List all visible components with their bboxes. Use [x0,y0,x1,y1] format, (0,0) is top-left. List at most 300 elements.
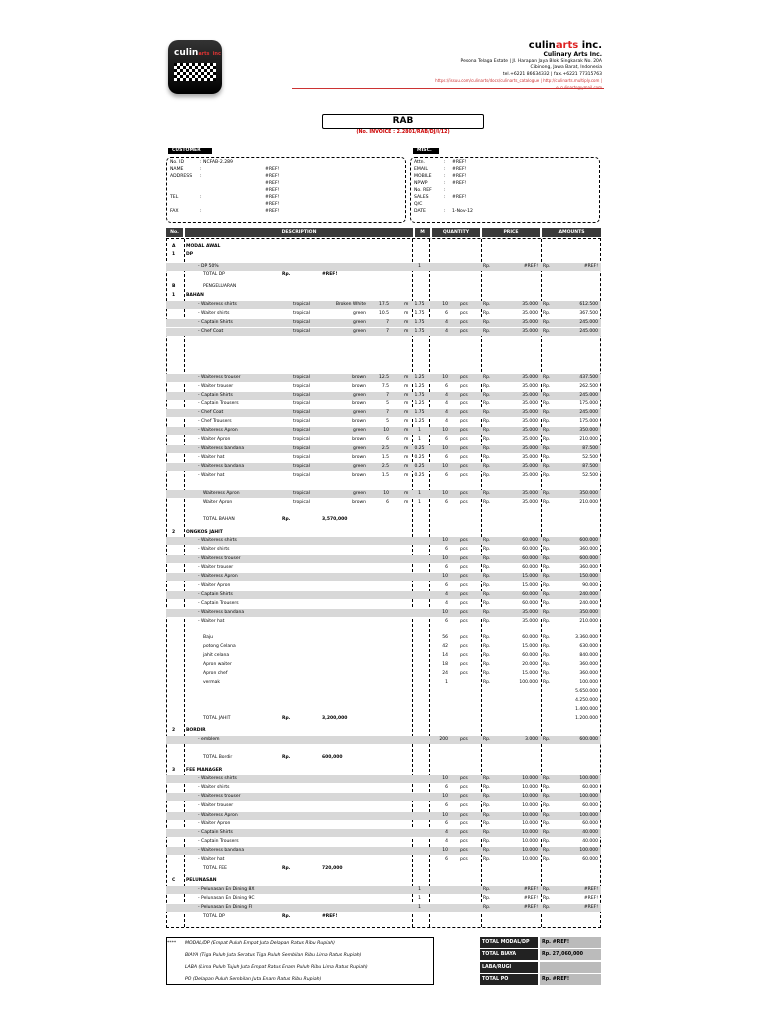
row-amount-rp: Rp. [543,671,551,676]
row-price-rp: Rp. [483,830,491,835]
row-description: - Waiter hat [198,857,225,862]
row-amount: 1.200.000 [575,716,598,721]
row-amount: 612.500 [579,302,598,307]
row-amount: 210.000 [579,500,598,505]
row-m: 1.25 [414,375,425,380]
row-description: - Captain Trousers [198,839,239,844]
row-no: A [172,244,176,249]
row-price-rp: Rp. [483,419,491,424]
row-amount: 262.500 [579,384,598,389]
row-price-rp: Rp. [483,776,491,781]
row-amount-rp: Rp. [543,680,551,685]
row-price: 60.000 [522,635,538,640]
row-description: - Waiteress shirts [198,538,237,543]
table-row [166,463,601,471]
table-row [166,418,601,426]
row-color: brown [352,384,366,389]
row-amount: 52.500 [582,455,598,460]
info-sep: : [444,167,446,172]
row-amount: 5.650.000 [575,689,598,694]
table-row [166,609,601,617]
row-price-rp: Rp. [483,473,491,478]
row-length: 10 [383,491,389,496]
row-qty: 10 [442,574,448,579]
row-material: tropical [293,446,310,451]
table-row [166,499,601,507]
info-sep: : [444,195,446,200]
table-row [166,895,601,903]
row-description: - Pelunasan En Dining 8X [198,887,255,892]
table-row [166,310,601,318]
row-price-rp: Rp. [483,329,491,334]
table-row [166,564,601,572]
row-amount: 360.000 [579,565,598,570]
row-color: brown [352,473,366,478]
row-qty: 10 [442,556,448,561]
table-row [166,688,601,696]
row-description: ONGKOS JAHIT [186,530,223,535]
row-price-rp: Rp. [483,896,491,901]
table-row [166,697,601,705]
row-qty: 6 [445,455,448,460]
row-description: - Waiter Apron [198,437,231,442]
table-row [166,409,601,417]
row-m: 1.75 [414,393,425,398]
row-amount: 52.500 [582,473,598,478]
summary-value: Rp. #REF! [540,937,601,948]
row-length: 7.5 [381,384,389,389]
table-row [166,555,601,563]
row-amount-rp: Rp. [543,473,551,478]
row-price: 35.000 [522,419,538,424]
row-description: - Waiter Apron [198,583,231,588]
row-amount-rp: Rp. [543,803,551,808]
row-description: - Waiter shirts [198,547,230,552]
row-amount: 600.000 [579,737,598,742]
table-row [166,546,601,554]
table-row [166,784,601,792]
info-sep: : [200,209,202,214]
row-description: - Waiter shirts [198,311,230,316]
row-amount: 175.000 [579,419,598,424]
table-row [166,820,601,828]
info-sep: : [200,195,202,200]
row-length: 2.5 [381,446,389,451]
row-amount-rp: Rp. [543,601,551,606]
table-row [166,679,601,687]
row-total-rp: Rp. [282,716,291,721]
col-description: DESCRIPTION [185,228,413,237]
row-color: brown [352,419,366,424]
info-sep: : [200,167,202,172]
row-m: 0.25 [414,455,425,460]
info-row [414,209,473,216]
row-price: 35.000 [522,410,538,415]
row-m: 0.25 [414,473,425,478]
row-price: 35.000 [522,329,538,334]
row-description: - Waiteress shirts [198,302,237,307]
row-price-rp: Rp. [483,737,491,742]
row-description: FEE MANAGER [186,768,223,773]
row-price-rp: Rp. [483,437,491,442]
row-price-rp: Rp. [483,384,491,389]
row-amount-rp: Rp. [543,565,551,570]
row-qty-unit: pcs [460,473,468,478]
row-qty: 4 [445,830,448,835]
row-description: DP [186,252,194,257]
row-description: - Chef Coat [198,329,224,334]
invoice-number: (No. INVOICE : 2.2801/RAB/DJ/I/12) [356,130,450,135]
row-price: 35.000 [522,464,538,469]
row-price: 100.000 [519,680,538,685]
row-qty-unit: pcs [460,803,468,808]
row-m: 0.25 [414,446,425,451]
summary-label: TOTAL PO [480,974,538,985]
table-row [166,652,601,660]
info-row [170,160,265,167]
row-qty: 6 [445,857,448,862]
row-qty-unit: pcs [460,302,468,307]
row-amount: 245.000 [579,320,598,325]
info-label: NAME [170,167,184,172]
row-price-rp: Rp. [483,644,491,649]
row-qty-unit: pcs [460,311,468,316]
row-qty: 4 [445,393,448,398]
row-price: 35.000 [522,455,538,460]
row-amount-rp: Rp. [543,375,551,380]
info-value: #REF! [452,195,467,200]
row-qty-unit: pcs [460,671,468,676]
row-description: - Captain Shirts [198,393,233,398]
info-row [170,209,279,216]
row-amount-rp: Rp. [543,662,551,667]
row-material: tropical [293,311,310,316]
row-qty: 10 [442,813,448,818]
row-qty-unit: pcs [460,830,468,835]
table-row [166,793,601,801]
row-qty-unit: pcs [460,437,468,442]
info-value: #REF! [452,174,467,179]
table-row [166,661,601,669]
row-price: 35.000 [522,393,538,398]
row-color: brown [352,437,366,442]
row-total: #REF! [322,272,338,277]
info-value: #REF! [452,160,467,165]
row-description: - Captain Shirts [198,320,233,325]
row-description: - Captain Trousers [198,401,239,406]
row-color: green [353,491,366,496]
info-label: Attn. [414,160,426,165]
row-qty-unit: pcs [460,375,468,380]
info-label: ADDRESS [170,174,193,179]
row-qty-unit: pcs [460,500,468,505]
table-row [166,292,601,300]
info-sep: : [444,181,446,186]
row-description: - Waiter trouser [198,384,234,389]
row-qty-unit: pcs [460,446,468,451]
row-m: 1 [418,887,421,892]
info-sep: : [444,174,446,179]
row-amount: 840.000 [579,653,598,658]
summary-row [480,962,601,973]
row-qty: 6 [445,473,448,478]
row-unit: m [404,375,409,380]
info-sep: : [444,209,446,214]
row-qty: 6 [445,437,448,442]
row-price: 35.000 [522,375,538,380]
table-row [166,383,601,391]
document-title: RAB [322,114,484,129]
row-description: PENGELUARAN [203,284,237,289]
info-label: Q/C [414,202,423,207]
row-qty: 6 [445,803,448,808]
row-total-rp: Rp. [282,517,291,522]
logo-text: culin [174,48,199,58]
row-qty-unit: pcs [460,401,468,406]
row-amount-rp: Rp. [543,619,551,624]
row-amount-rp: Rp. [543,583,551,588]
row-amount: 60.000 [582,803,598,808]
row-no: 1 [172,293,176,298]
row-amount: 245.000 [579,393,598,398]
row-amount-rp: Rp. [543,329,551,334]
company-links[interactable]: https://issuu.com/culinarts/docs/culinarts_catalogue | http://culinarts.multiply.com | [435,78,602,84]
table-row [166,271,601,279]
info-row [414,167,466,174]
row-no: C [172,878,176,883]
row-amount-rp: Rp. [543,776,551,781]
row-description: - Pelunasan En Dining 9C [198,896,255,901]
checker-pattern [174,63,216,81]
row-price: 35.000 [522,428,538,433]
summary-label: TOTAL MODAL/DP [480,937,538,948]
note-line: PO (Delapan Puluh Sembilan Juta Enam Ratus Ribu Rupiah) [185,977,322,982]
table-row [166,775,601,783]
table-row [166,767,601,775]
row-length: 2.5 [381,464,389,469]
info-row [414,202,452,209]
row-qty: 10 [442,848,448,853]
row-material: tropical [293,419,310,424]
row-description: - Waiteress trouser [198,556,241,561]
row-description: - Waiteress Apron [198,813,238,818]
row-m: 1 [418,896,421,901]
row-description: - Waiter trouser [198,565,234,570]
table-row [166,251,601,259]
row-qty-unit: pcs [460,644,468,649]
summary-value: Rp. 27,060,000 [540,949,601,960]
row-price: 20.000 [522,662,538,667]
row-amount: 60.000 [582,821,598,826]
row-amount-rp: Rp. [543,794,551,799]
info-row [414,195,466,202]
row-description: - Waiter shirts [198,785,230,790]
row-price: 15.000 [522,583,538,588]
table-row [166,600,601,608]
row-qty-unit: pcs [460,410,468,415]
row-price-rp: Rp. [483,857,491,862]
row-price: 10.000 [522,785,538,790]
row-description: - Waiteress trouser [198,794,241,799]
row-price: #REF! [523,896,538,901]
row-color: green [353,320,366,325]
row-price-rp: Rp. [483,538,491,543]
row-description: - DP 50% [198,264,219,269]
row-description: TOTAL BAHAN [203,517,235,522]
row-price: 60.000 [522,565,538,570]
row-price: 35.000 [522,491,538,496]
table-row [166,374,601,382]
row-color: green [353,446,366,451]
row-qty-unit: pcs [460,491,468,496]
row-color: green [353,311,366,316]
row-qty-unit: pcs [460,583,468,588]
row-description: jahit celana [203,653,230,658]
row-qty-unit: pcs [460,464,468,469]
table-row [166,670,601,678]
row-unit: m [404,410,409,415]
row-amount: #REF! [583,264,598,269]
row-no: 1 [172,252,176,257]
misc-header: MISC. [413,148,439,154]
row-qty: 4 [445,592,448,597]
row-amount: #REF! [583,887,598,892]
row-unit: m [404,329,409,334]
row-qty: 24 [442,671,448,676]
row-price: 10.000 [522,848,538,853]
row-qty: 6 [445,821,448,826]
row-qty-unit: pcs [460,848,468,853]
row-price: 35.000 [522,500,538,505]
table-row [166,490,601,498]
row-description: - Waiteress trouser [198,375,241,380]
table-row [166,886,601,894]
table-row [166,243,601,251]
row-price-rp: Rp. [483,653,491,658]
row-description: Waiteress Apron [203,491,240,496]
row-material: tropical [293,375,310,380]
row-qty-unit: pcs [460,320,468,325]
row-qty: 10 [442,776,448,781]
info-sep: : NCFAB-2.289 [200,160,233,165]
row-color: brown [352,455,366,460]
row-amount-rp: Rp. [543,813,551,818]
row-description: - Waiteress bandana [198,848,245,853]
row-price-rp: Rp. [483,583,491,588]
row-material: tropical [293,329,310,334]
row-material: tropical [293,464,310,469]
row-amount-rp: Rp. [543,446,551,451]
table-row [166,454,601,462]
row-qty-unit: pcs [460,839,468,844]
col-quantity: QUANTITY [432,228,480,237]
row-description: - Waiter hat [198,473,225,478]
row-qty-unit: pcs [460,428,468,433]
table-row [166,263,601,271]
info-value: #REF! [265,209,280,214]
row-description: - Waiteress bandana [198,446,245,451]
row-qty: 10 [442,464,448,469]
table-row [166,643,601,651]
row-price: #REF! [523,264,538,269]
table-row [166,715,601,723]
row-description: - Captain Shirts [198,592,233,597]
row-price-rp: Rp. [483,547,491,552]
row-amount: 3.360.000 [575,635,598,640]
row-qty-unit: pcs [460,653,468,658]
table-row [166,427,601,435]
row-amount: 245.000 [579,410,598,415]
row-qty-unit: pcs [460,384,468,389]
row-length: 1.5 [381,455,389,460]
row-price-rp: Rp. [483,393,491,398]
table-row [166,319,601,327]
table-row [166,847,601,855]
row-m: 1 [418,491,421,496]
row-m: 1.75 [414,320,425,325]
table-row [166,301,601,309]
row-amount: 100.000 [579,848,598,853]
row-qty: 10 [442,428,448,433]
info-row [414,160,466,167]
row-price-rp: Rp. [483,375,491,380]
row-qty-unit: pcs [460,538,468,543]
row-qty-unit: pcs [460,857,468,862]
row-color: green [353,410,366,415]
logo-sub: inc [212,51,221,57]
row-qty: 4 [445,419,448,424]
row-price-rp: Rp. [483,905,491,910]
row-total: 3,570,000 [322,517,348,522]
row-amount: 350.000 [579,610,598,615]
table-row [166,283,601,291]
info-label: No. ID [170,160,184,165]
row-amount-rp: Rp. [543,556,551,561]
row-amount: 367.500 [579,311,598,316]
row-price: 35.000 [522,384,538,389]
row-price-rp: Rp. [483,662,491,667]
table-row [166,812,601,820]
row-length: 10 [383,428,389,433]
info-value: #REF! [265,202,280,207]
row-qty-unit: pcs [460,610,468,615]
row-amount-rp: Rp. [543,896,551,901]
table-row [166,904,601,912]
row-total-rp: Rp. [282,755,291,760]
row-price-rp: Rp. [483,794,491,799]
row-unit: m [404,491,409,496]
row-color: green [353,393,366,398]
row-qty-unit: pcs [460,821,468,826]
row-price-rp: Rp. [483,556,491,561]
row-qty-unit: pcs [460,455,468,460]
row-amount-rp: Rp. [543,887,551,892]
row-material: tropical [293,437,310,442]
row-qty-unit: pcs [460,419,468,424]
company-name: Culinary Arts Inc. [543,51,602,58]
row-qty: 18 [442,662,448,667]
row-qty: 4 [445,329,448,334]
row-amount-rp: Rp. [543,574,551,579]
row-price-rp: Rp. [483,464,491,469]
notes-marker: **** [167,941,177,946]
row-description: - Waiter trouser [198,803,234,808]
row-color: green [353,464,366,469]
row-length: 1.5 [381,473,389,478]
company-header [400,40,602,92]
info-label: NPWP [414,181,428,186]
row-amount: 100.000 [579,794,598,799]
